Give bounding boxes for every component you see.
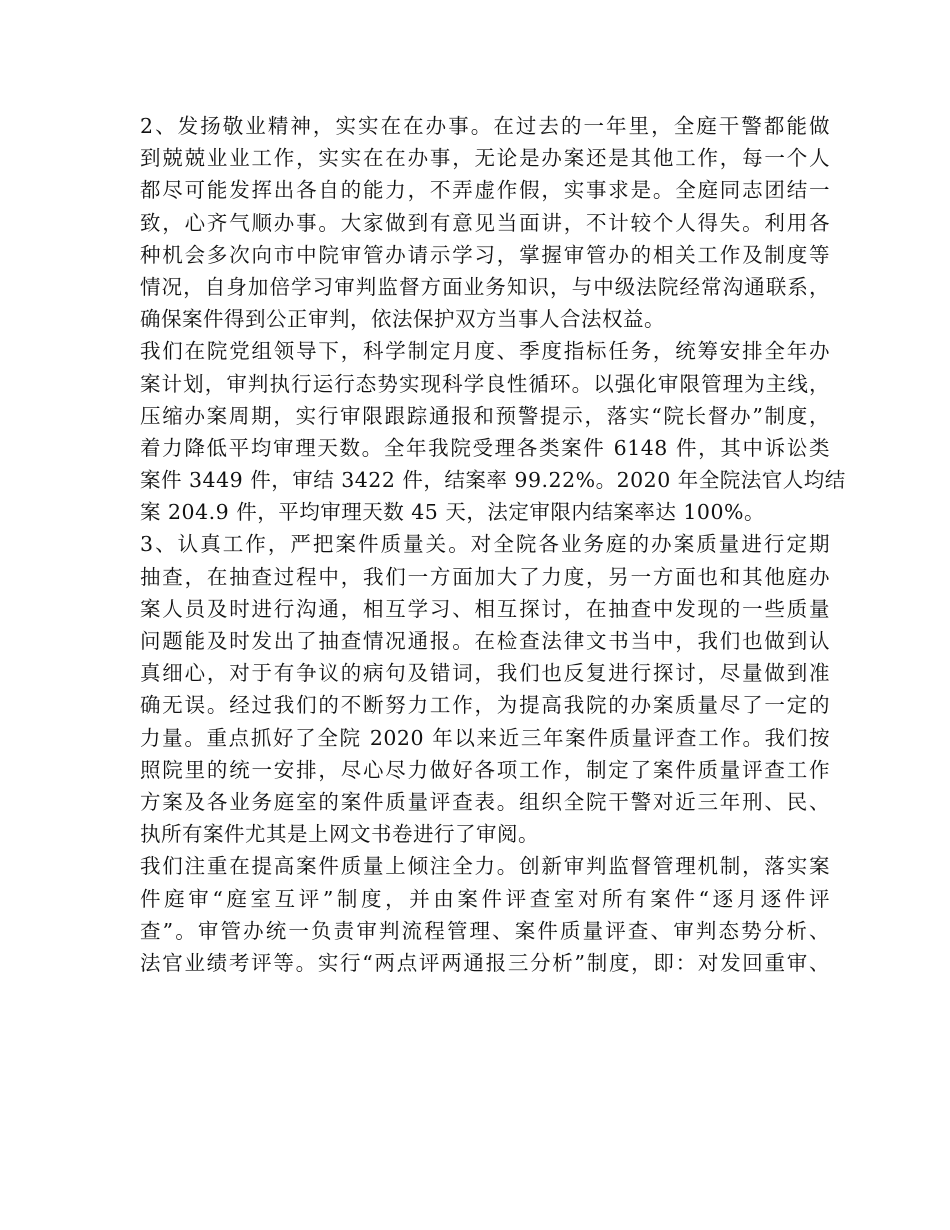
text-line: 法官业绩考评等。实行“两点评两通报三分析”制度，即：对发回重审、 [140, 950, 830, 975]
text-line: 都尽可能发挥出各自的能力，不弄虚作假，实事求是。全庭同志团结一 [140, 178, 830, 203]
text-line: 查”。审管办统一负责审判流程管理、案件质量评查、审判态势分析、 [140, 918, 830, 943]
text-line: 抽查，在抽查过程中，我们一方面加大了力度，另一方面也和其他庭办 [140, 564, 830, 589]
text-line: 问题能及时发出了抽查情况通报。在检查法律文书当中，我们也做到认 [140, 629, 830, 653]
text-line: 2、发扬敬业精神，实实在在办事。在过去的一年里，全庭干警都能做 [140, 114, 830, 138]
document-body [140, 110, 846, 979]
text-line: 执所有案件尤其是上网文书卷进行了审阅。 [140, 822, 539, 847]
text-line: 我们在院党组领导下，科学制定月度、季度指标任务，统筹安排全年办 [140, 339, 830, 364]
text-line: 件庭审“庭室互评”制度，并由案件评查室对所有案件“逐月逐件评 [140, 886, 830, 911]
text-line: 力量。重点抓好了全院 2020 年以来近三年案件质量评查工作。我们按 [140, 725, 830, 750]
text-line: 压缩办案周期，实行审限跟踪通报和预警提示，落实“院长督办”制度， [140, 403, 830, 428]
text-line: 着力降低平均审理天数。全年我院受理各类案件 6148 件，其中诉讼类 [140, 435, 830, 460]
text-line: 案 204.9 件，平均审理天数 45 天，法定审限内结案率达 100%。 [140, 500, 765, 525]
text-line: 真细心，对于有争议的病句及错词，我们也反复进行探讨，尽量做到准 [140, 661, 830, 686]
text-line: 3、认真工作，严把案件质量关。对全院各业务庭的办案质量进行定期 [140, 532, 830, 557]
text-line: 致，心齐气顺办事。大家做到有意见当面讲，不计较个人得失。利用各 [140, 210, 830, 235]
text-line: 案计划，审判执行运行态势实现科学良性循环。以强化审限管理为主线， [140, 371, 830, 396]
text-line: 确保案件得到公正审判，依法保护双方当事人合法权益。 [140, 307, 665, 332]
text-line: 照院里的统一安排，尽心尽力做好各项工作，制定了案件质量评查工作 [140, 757, 830, 782]
text-line: 确无误。经过我们的不断努力工作，为提高我院的办案质量尽了一定的 [140, 693, 830, 718]
text-line: 案件 3449 件，审结 3422 件，结案率 99.22%。2020 年全院法官人均结 [140, 468, 846, 493]
text-line: 方案及各业务庭室的案件质量评查表。组织全院干警对近三年刑、民、 [140, 789, 830, 814]
text-line: 种机会多次向市中院审管办请示学习，掌握审管办的相关工作及制度等 [140, 242, 830, 267]
text-line: 我们注重在提高案件质量上倾注全力。创新审判监督管理机制，落实案 [140, 854, 830, 879]
text-line: 到兢兢业业工作，实实在在办事，无论是办案还是其他工作，每一个人 [140, 146, 830, 171]
text-line: 情况，自身加倍学习审判监督方面业务知识，与中级法院经常沟通联系， [140, 274, 830, 299]
text-line: 案人员及时进行沟通，相互学习、相互探讨，在抽查中发现的一些质量 [140, 596, 830, 621]
